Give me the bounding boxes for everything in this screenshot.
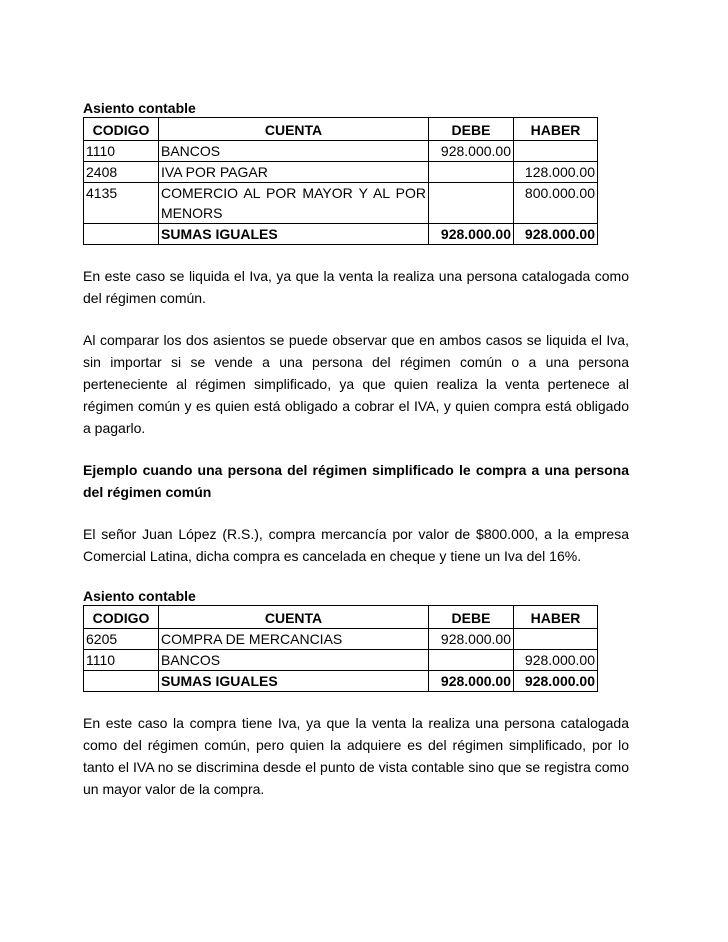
totals-debe: 928.000.00 bbox=[429, 224, 514, 245]
header-debe: DEBE bbox=[429, 118, 514, 141]
header-haber: HABER bbox=[514, 118, 598, 141]
cell-haber: 800.000.00 bbox=[514, 183, 598, 224]
table-row bbox=[84, 162, 598, 183]
cell-cuenta: COMERCIO AL POR MAYOR Y AL POR MENORS bbox=[159, 183, 429, 224]
paragraph-2: Al comparar los dos asientos se puede observar que en ambos casos se liquida el Iva, sin importar si se vende a una persona del régimen común o a una persona perteneciente al régimen simplificado, ya que quien realiza la venta pertenece al régimen común y es quien está obligado a cobrar el IVA, y quien compra está obligado a pagarlo. bbox=[83, 332, 629, 436]
cell-cuenta: BANCOS bbox=[159, 650, 429, 671]
table-row bbox=[84, 650, 598, 671]
paragraph-5: En este caso la compra tiene Iva, ya que la venta la realiza una persona catalogada como del régimen común, pero quien la adquiere es del régimen simplificado, por lo tanto el IVA no se discrimina desde el punto de vista contable sino que se registra como un mayor valor de la compra. bbox=[83, 715, 629, 797]
table-row bbox=[84, 629, 598, 650]
cell-codigo: 6205 bbox=[84, 629, 159, 650]
cell-debe bbox=[429, 650, 514, 671]
header-debe: DEBE bbox=[429, 606, 514, 629]
totals-label: SUMAS IGUALES bbox=[159, 671, 429, 692]
cell-debe: 928.000.00 bbox=[429, 141, 514, 162]
cell-codigo: 1110 bbox=[84, 141, 159, 162]
totals-haber: 928.000.00 bbox=[514, 671, 598, 692]
cell-haber bbox=[514, 629, 598, 650]
cell-codigo-empty bbox=[84, 224, 159, 245]
table-row bbox=[84, 183, 598, 224]
totals-row bbox=[84, 671, 598, 692]
cell-codigo-empty bbox=[84, 671, 159, 692]
paragraph-4: El señor Juan López (R.S.), compra mercancía por valor de $800.000, a la empresa Comercial Latina, dicha compra es cancelada en cheque y tiene un Iva del 16%. bbox=[83, 526, 629, 564]
document-page bbox=[83, 99, 629, 800]
totals-haber: 928.000.00 bbox=[514, 224, 598, 245]
cell-debe bbox=[429, 183, 514, 224]
header-haber: HABER bbox=[514, 606, 598, 629]
ledger-table-2 bbox=[83, 605, 598, 692]
cell-codigo: 2408 bbox=[84, 162, 159, 183]
header-cuenta: CUENTA bbox=[159, 118, 429, 141]
header-codigo: CODIGO bbox=[84, 606, 159, 629]
paragraph-1: En este caso se liquida el Iva, ya que la venta la realiza una persona catalogada como del régimen común. bbox=[83, 268, 629, 306]
table-header-row bbox=[84, 118, 598, 141]
cell-cuenta: IVA POR PAGAR bbox=[159, 162, 429, 183]
example-heading: Ejemplo cuando una persona del régimen simplificado le compra a una persona del régimen común bbox=[83, 462, 629, 500]
cell-haber: 128.000.00 bbox=[514, 162, 598, 183]
section2-heading: Asiento contable bbox=[83, 588, 196, 604]
cell-debe bbox=[429, 162, 514, 183]
totals-debe: 928.000.00 bbox=[429, 671, 514, 692]
header-cuenta: CUENTA bbox=[159, 606, 429, 629]
totals-row bbox=[84, 224, 598, 245]
cell-debe: 928.000.00 bbox=[429, 629, 514, 650]
cell-haber: 928.000.00 bbox=[514, 650, 598, 671]
cell-haber bbox=[514, 141, 598, 162]
cell-cuenta: COMPRA DE MERCANCIAS bbox=[159, 629, 429, 650]
section1-heading: Asiento contable bbox=[83, 100, 196, 116]
cell-codigo: 4135 bbox=[84, 183, 159, 224]
table-header-row bbox=[84, 606, 598, 629]
totals-label: SUMAS IGUALES bbox=[159, 224, 429, 245]
cell-codigo: 1110 bbox=[84, 650, 159, 671]
ledger-table-1 bbox=[83, 117, 598, 245]
cell-cuenta: BANCOS bbox=[159, 141, 429, 162]
header-codigo: CODIGO bbox=[84, 118, 159, 141]
table-row bbox=[84, 141, 598, 162]
